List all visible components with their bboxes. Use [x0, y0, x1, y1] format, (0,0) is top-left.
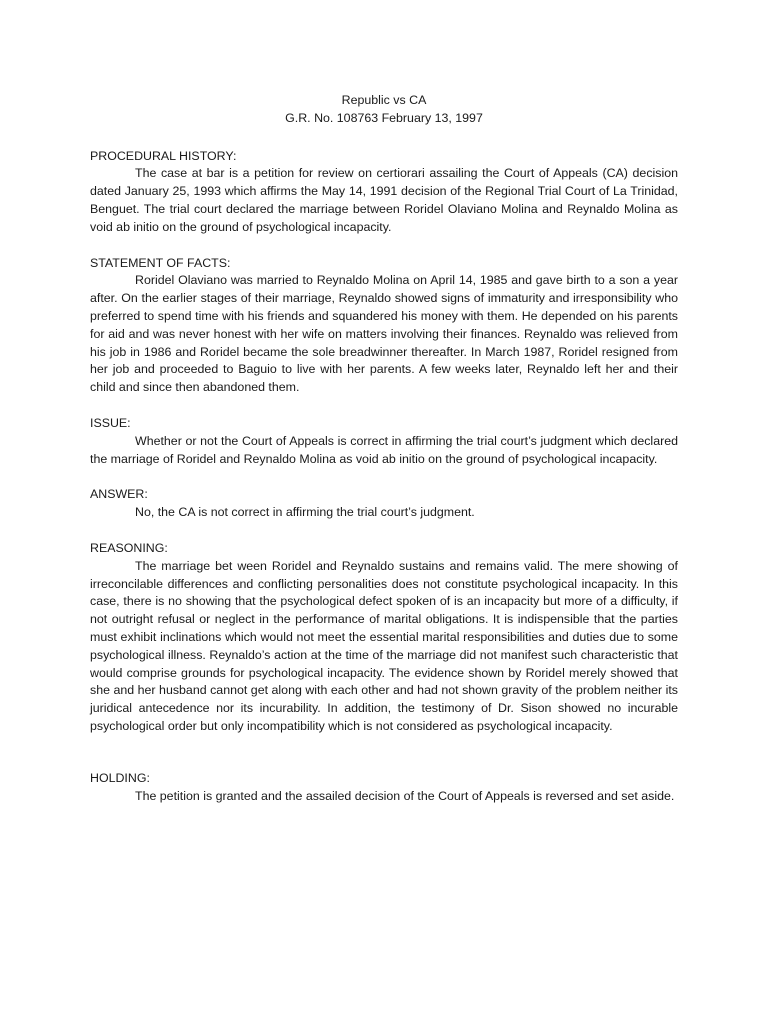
- section-paragraph: The petition is granted and the assailed decision of the Court of Appeals is reversed and set aside.: [135, 788, 675, 803]
- section-heading: REASONING:: [90, 540, 168, 555]
- document-body: [90, 92, 678, 805]
- section-reasoning: [90, 540, 678, 736]
- case-citation: G.R. No. 108763 February 13, 1997: [285, 110, 483, 125]
- section-heading: STATEMENT OF FACTS:: [90, 255, 231, 270]
- section-issue: [90, 415, 678, 468]
- section-heading: PROCEDURAL HISTORY:: [90, 148, 237, 163]
- section-paragraph: The case at bar is a petition for review on certiorari assailing the Court of Appeals (CA) decision dated January 25, 1993 which affirms the May 14, 1991 decision of the Regional Trial Court of La Trinidad, Benguet. The trial court declared the marriage between Roridel Olaviano Molina and Reynaldo Molina as void ab initio on the ground of psychological incapacity.: [90, 166, 678, 234]
- section-heading: ANSWER:: [90, 487, 148, 502]
- section-answer: [90, 486, 678, 522]
- section-holding: [90, 770, 678, 806]
- section-statement-of-facts: [90, 255, 678, 397]
- section-procedural-history: [90, 148, 678, 237]
- section-paragraph: No, the CA is not correct in affirming the trial court’s judgment.: [135, 505, 475, 520]
- section-paragraph: Roridel Olaviano was married to Reynaldo Molina on April 14, 1985 and gave birth to a son a year after. On the earlier stages of their marriage, Reynaldo showed signs of immaturity and irresponsibility who preferred to spend time with his friends and squandered his money with them. He depended on his parents for aid and was never honest with her wife on matters involving their finances. Reynaldo was relieved from his job in 1986 and Roridel became the sole breadwinner thereafter. In March 1987, Roridel resigned from her job and proceeded to Baguio to live with her parents. A few weeks later, Reynaldo left her and their child and since then abandoned them.: [90, 273, 678, 395]
- section-paragraph: The marriage bet ween Roridel and Reynaldo sustains and remains valid. The mere showing of irreconcilable differences and conflicting personalities does not constitute psychological incapacity. In this case, there is no showing that the psychological defect spoken of is an incapacity but more of a difficulty, if not outright refusal or neglect in the performance of marital obligations. It is indispensible that the parties must exhibit inclinations which would not meet the essential marital responsibilities and duties due to some psychological illness. Reynaldo’s action at the time of the marriage did not manifest such characteristic that would comprise grounds for psychological incapacity. The evidence shown by Roridel merely showed that she and her husband cannot get along with each other and had not shown gravity of the problem neither its juridical antecedence nor its incurability. In addition, the testimony of Dr. Sison showed no incurable psychological order but only incompatibility which is not considered as psychological incapacity.: [90, 558, 678, 733]
- section-heading: ISSUE:: [90, 415, 131, 430]
- section-heading: HOLDING:: [90, 770, 150, 785]
- section-paragraph: Whether or not the Court of Appeals is correct in affirming the trial court’s judgment which declared the marriage of Roridel and Reynaldo Molina as void ab initio on the ground of psychological incapacity.: [90, 433, 678, 466]
- case-title: Republic vs CA: [341, 93, 427, 107]
